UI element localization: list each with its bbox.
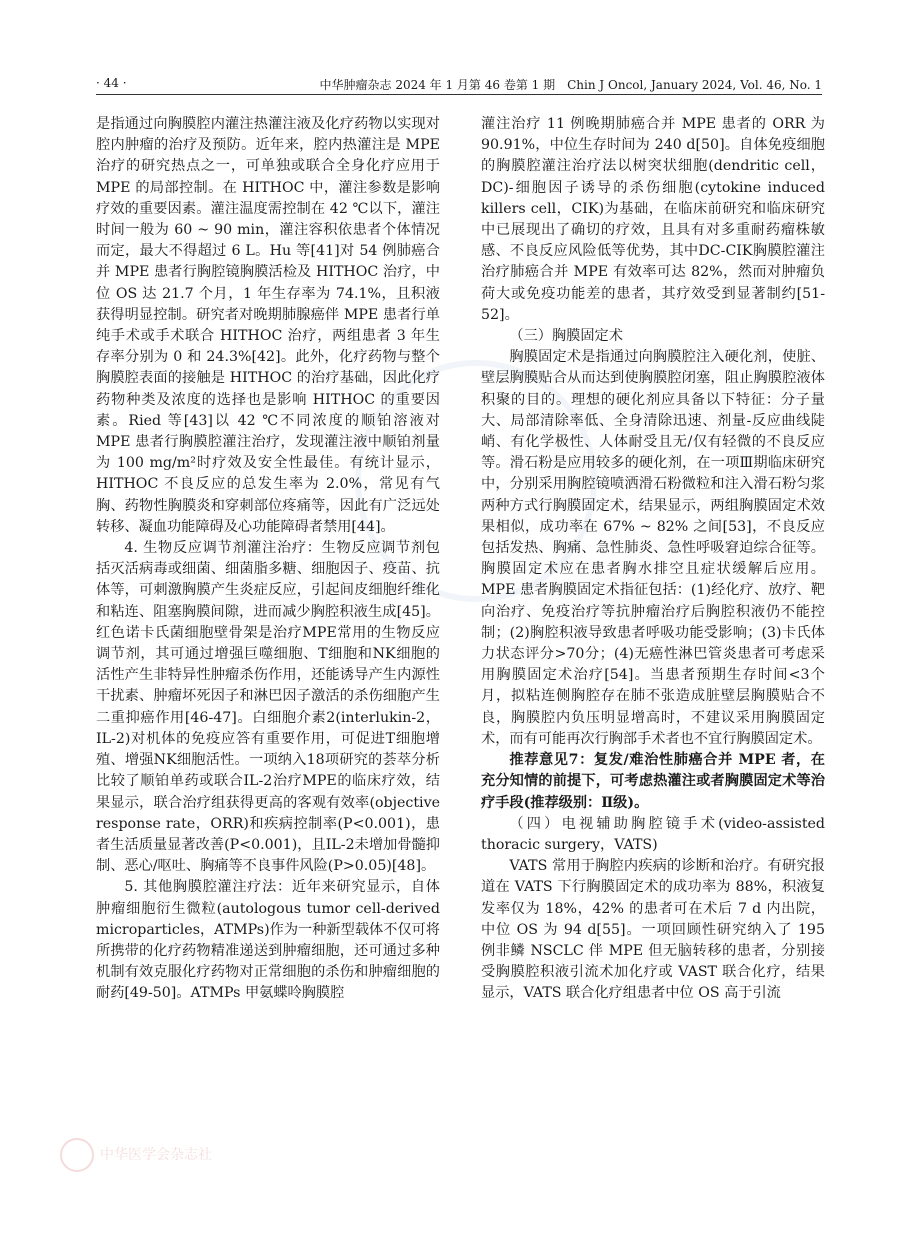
paragraph-hithoc: 是指通过向胸膜腔内灌注热灌注液及化疗药物以实现对腔内肿瘤的治疗及预防。近年来，腔内热灌注是 MPE 治疗的研究热点之一，可单独或联合全身化疗应用于 MPE 的局部控制。在 HITHOC 中，灌注参数是影响疗效的重要因素。灌注温度需控制在 42 ℃以下，灌注时间一般为 60 ~ 90 min，灌注容积依患者个体情况而定，最大不得超过 6 L。Hu 等[41]对 54 例肺癌合并 MPE 患者行胸腔镜胸膜活检及 HITHOC 治疗，中位 OS 达 21.7 个月，1 年生存率为 74.1%，且积液获得明显控制。研究者对晚期肺腺癌伴 MPE 患者行单纯手术或手术联合 HITHOC 治疗，两组患者 3 年生存率分别为 0 和 24.3%[42]。此外，化疗药物与整个胸膜腔表面的接触是 HITHOC 的治疗基础，因此化疗药物种类及浓度的选择也是影响 HITHOC 的重要因素。Ried 等[43]以 42 ℃不同浓度的顺铂溶液对 MPE 患者行胸膜腔灌注治疗，发现灌注液中顺铂剂量为 100 mg/m²时疗效及安全性最佳。有统计显示，HITHOC 不良反应的总发生率为 2.0%，常见有气胸、药物性胸膜炎和穿刺部位疼痛等，因此有广泛远处转移、凝血功能障碍及心功能障碍者禁用[44]。 (96, 116, 440, 535)
paragraph-immune-cell: 灌注治疗 11 例晚期肺癌合并 MPE 患者的 ORR 为 90.91%，中位生存时间为 240 d[50]。自体免疫细胞的胸膜腔灌注治疗法以树突状细胞(dendritic cell，DC)-细胞因子诱导的杀伤细胞(cytokine induced killers cell，CIK)为基础，在临床前研究和临床研究中已展现出了确切的疗效，且具有对多重耐药瘤株敏感、不良反应风险低等优势，其中DC-CIK胸膜腔灌注治疗肺癌合并 MPE 有效率可达 82%，然而对肿瘤负荷大或免疫功能差的患者，其疗效受到显著制约[51-52]。 (481, 116, 825, 323)
section-heading-pleurodesis: （三）胸膜固定术 (509, 328, 623, 345)
publisher-seal-icon (60, 1138, 94, 1172)
paragraph-other-perfusion: 5. 其他胸膜腔灌注疗法：近年来研究显示，自体肿瘤细胞衍生微粒(autologous tumor cell-derived microparticles，ATMPs)作为一种新型载体不仅可将所携带的化疗药物精准递送到肿瘤细胞，还可通过多种机制有效克服化疗药物对正常细胞的杀伤和肿瘤细胞的耐药[49-50]。ATMPs 甲氨蝶呤胸膜腔 (96, 879, 440, 1002)
left-column (96, 114, 440, 1005)
paragraph-vats: VATS 常用于胸腔内疾病的诊断和治疗。有研究报道在 VATS 下行胸膜固定术的成功率为 88%，积液复发率仅为 18%，42% 的患者可在术后 7 d 内出院，中位 OS 为 94 d[55]。一项回顾性研究纳入了 195 例非鳞 NSCLC 伴 MPE 但无脑转移的患者，分别接受胸膜腔积液引流术加化疗或 VAST 联合化疗，结果显示，VATS 联合化疗组患者中位 OS 高于引流 (481, 858, 825, 1002)
header-rule (96, 94, 822, 95)
paragraph-pleurodesis: 胸膜固定术是指通过向胸膜腔注入硬化剂，使脏、壁层胸膜贴合从而达到使胸膜腔闭塞，阻止胸膜腔液体积聚的目的。理想的硬化剂应具备以下特征：分子量大、局部清除率低、全身清除迅速、剂量-反应曲线陡峭、有化学极性、人体耐受且无/仅有轻微的不良反应等。滑石粉是应用较多的硬化剂，在一项Ⅲ期临床研究中，分别采用胸腔镜喷洒滑石粉微粒和注入滑石粉匀浆两种方式行胸膜固定术，结果显示，两组胸膜固定术效果相似，成功率在 67% ~ 82% 之间[53]，不良反应包括发热、胸痛、急性肺炎、急性呼吸窘迫综合征等。胸膜固定术应在患者胸水排空且症状缓解后应用。MPE 患者胸膜固定术指征包括：(1)经化疗、放疗、靶向治疗、免疫治疗等抗肿瘤治疗后胸腔积液仍不能控制；(2)胸腔积液导致患者呼吸功能受影响；(3)卡氏体力状态评分>70分；(4)无癌性淋巴管炎患者可考虑采用胸膜固定术治疗[54]。当患者预期生存时间<3个月，拟粘连侧胸腔存在肺不张造成脏壁层胸膜贴合不良，胸膜腔内负压明显增高时，不建议采用胸膜固定术，而有可能再次行胸部手术者也不宜行胸膜固定术。 (481, 349, 825, 747)
running-header (96, 72, 822, 96)
page-number: · 44 · (96, 76, 127, 90)
section-heading-vats: （四）电视辅助胸腔镜手术(video-assisted thoracic surgery，VATS) (481, 815, 825, 853)
paragraph-biological-response: 4. 生物反应调节剂灌注治疗：生物反应调节剂包括灭活病毒或细菌、细菌脂多糖、细胞因子、疫苗、抗体等，可刺激胸膜产生炎症反应，引起间皮细胞纤维化和粘连、阻塞胸膜间隙，进而减少胸腔积液生成[45]。红色诺卡氏菌细胞壁骨架是治疗MPE常用的生物反应调节剂，其可通过增强巨噬细胞、T细胞和NK细胞的活性产生非特异性肿瘤杀伤作用，还能诱导产生内源性干扰素、肿瘤坏死因子和淋巴因子激活的杀伤细胞产生二重抑癌作用[46-47]。白细胞介素2(interlukin-2，IL-2)对机体的免疫应答有重要作用，可促进T细胞增殖、增强NK细胞活性。一项纳入18项研究的荟萃分析比较了顺铂单药或联合IL-2治疗MPE的临床疗效，结果显示，联合治疗组获得更高的客观有效率(objective response rate，ORR)和疾病控制率(P<0.001)，患者生活质量显著改善(P<0.001)，且IL-2未增加骨髓抑制、恶心/呕吐、胸痛等不良事件风险(P>0.05)[48]。 (96, 540, 440, 875)
recommendation-7: 推荐意见7：复发/难治性肺癌合并 MPE 者，在充分知情的前提下，可考虑热灌注或者胸膜固定术等治疗手段(推荐级别：Ⅱ级)。 (481, 752, 825, 811)
journal-citation: 中华肿瘤杂志 2024 年 1 月第 46 卷第 1 期 Chin J Oncol, January 2024, Vol. 46, No. 1 (319, 78, 822, 92)
publisher-name: 中华医学会杂志社 (100, 1147, 212, 1163)
publisher-footer (60, 1138, 360, 1172)
right-column (481, 114, 825, 1005)
